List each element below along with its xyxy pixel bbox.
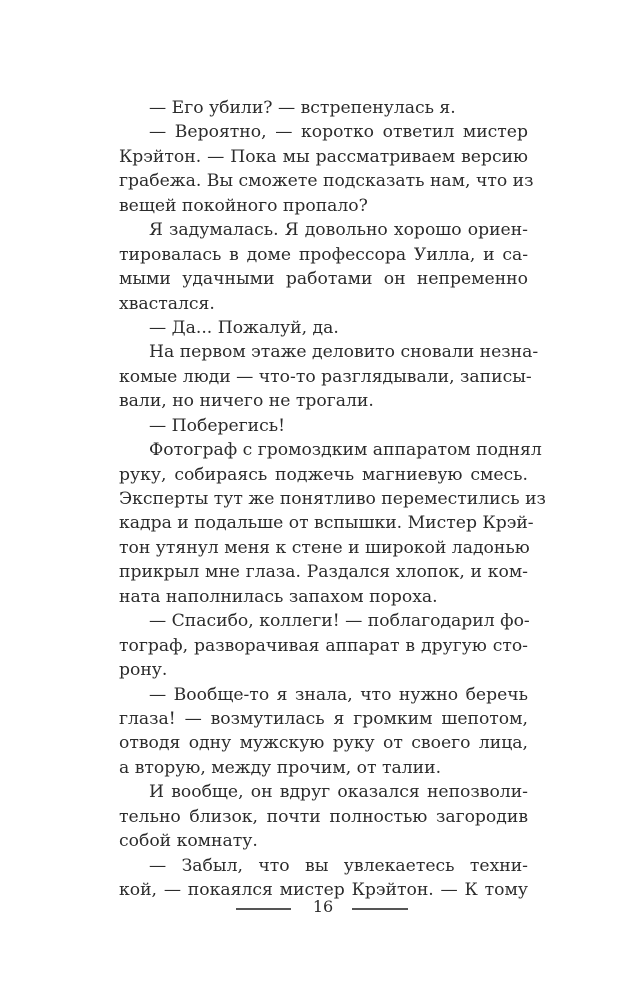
footer-rule-left bbox=[236, 908, 291, 910]
text-line: — Его убили? — встрепенулась я. bbox=[149, 98, 456, 118]
text-line: На первом этаже деловито сновали незна- bbox=[149, 342, 539, 363]
body-text bbox=[119, 96, 546, 902]
text-line: мыми удачными работами он непременно bbox=[119, 269, 528, 290]
text-line: кой, — покаялся мистер Крэйтон. — К тому bbox=[119, 880, 528, 900]
page-number: 16 bbox=[312, 897, 334, 916]
text-line: тограф, разворачивая аппарат в другую сто- bbox=[119, 635, 528, 656]
text-line: прикрыл мне глаза. Раздался хлопок, и ком- bbox=[119, 562, 528, 583]
text-line: глаза! — возмутилась я громким шепотом, bbox=[119, 708, 528, 729]
text-line: отводя одну мужскую руку от своего лица, bbox=[119, 733, 528, 754]
text-line: ната наполнилась запахом пороха. bbox=[119, 586, 438, 607]
text-line: хвастался. bbox=[119, 293, 215, 314]
text-line: тельно близок, почти полностью загородив bbox=[119, 806, 528, 827]
text-line: — Спасибо, коллеги! — поблагодарил фо- bbox=[149, 611, 530, 632]
text-line: — Вероятно, — коротко ответил мистер bbox=[149, 122, 528, 143]
text-line: Эксперты тут же понятливо переместились из bbox=[119, 489, 546, 509]
text-line: Фотограф с громоздким аппаратом поднял bbox=[149, 440, 542, 461]
text-line: И вообще, он вдруг оказался непозволи- bbox=[149, 782, 528, 803]
text-line: рону. bbox=[119, 660, 168, 681]
text-line: а вторую, между прочим, от талии. bbox=[119, 757, 442, 778]
text-line: Я задумалась. Я довольно хорошо ориен- bbox=[149, 220, 528, 241]
text-line: — Забыл, что вы увлекаетесь техни- bbox=[149, 855, 528, 876]
footer-rule-right bbox=[352, 908, 408, 910]
text-line: — Поберегись! bbox=[149, 415, 286, 436]
text-line: Крэйтон. — Пока мы рассматриваем версию bbox=[119, 146, 528, 167]
text-line: вещей покойного пропало? bbox=[119, 195, 368, 216]
text-line: руку, собираясь поджечь магниевую смесь. bbox=[119, 464, 528, 485]
text-line: кадра и подальше от вспышки. Мистер Крэй- bbox=[119, 513, 534, 534]
text-line: тировалась в доме профессора Уилла, и са- bbox=[119, 244, 528, 265]
text-line: комые люди — что-то разглядывали, записы- bbox=[119, 366, 532, 387]
text-line: — Вообще-то я знала, что нужно беречь bbox=[149, 684, 528, 705]
page-footer bbox=[0, 896, 619, 920]
text-line: грабежа. Вы сможете подсказать нам, что из bbox=[119, 171, 534, 192]
text-line: вали, но ничего не трогали. bbox=[119, 391, 374, 412]
text-line: — Да... Пожалуй, да. bbox=[149, 317, 339, 338]
text-line: тон утянул меня к стене и широкой ладонью bbox=[119, 537, 530, 558]
text-line: собой комнату. bbox=[119, 831, 258, 852]
